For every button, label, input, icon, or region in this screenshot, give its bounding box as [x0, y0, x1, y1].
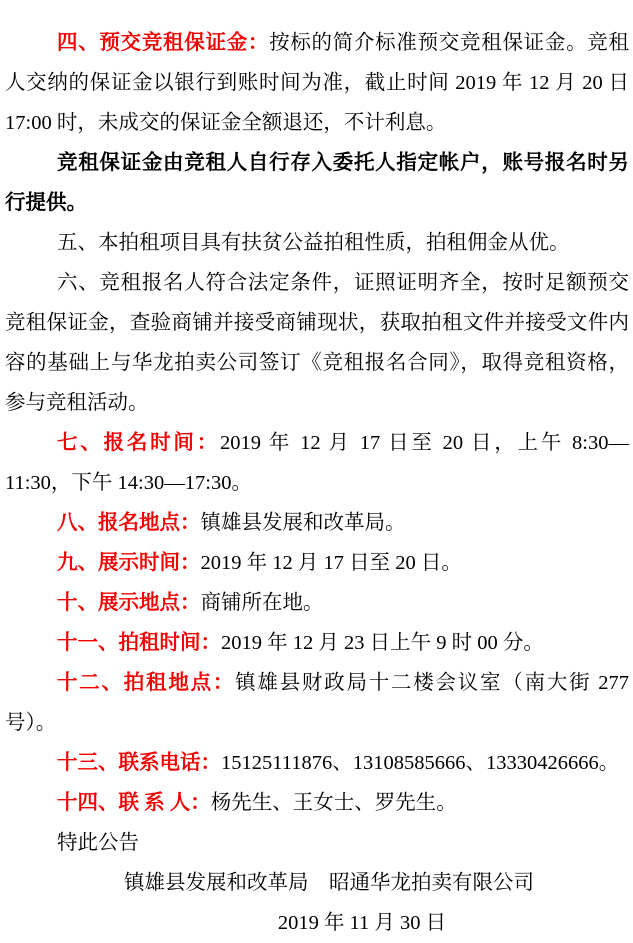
section-display-time-text: 2019 年 12 月 17 日至 20 日。	[200, 552, 462, 574]
section-deposit-label: 四、预交竞租保证金：	[57, 32, 270, 54]
section-deposit	[5, 23, 629, 143]
section-signup-time-label: 七、报名时间：	[57, 432, 220, 454]
section-display-place-label: 十、展示地点：	[57, 592, 201, 614]
section-qualification-text: 六、竞租报名人符合法定条件，证照证明齐全，按时足额预交竞租保证金，查验商铺并接受商铺现状，获取拍租文件并接受文件内容的基础上与华龙拍卖公司签订《竞租报名合同》，取得竞租资格，参与竞租活动。	[5, 272, 629, 414]
section-display-time-label: 九、展示时间：	[57, 552, 201, 574]
section-display-place	[5, 583, 629, 623]
closing-text: 特此公告	[57, 832, 139, 854]
date-line	[5, 903, 629, 943]
section-contact-phones-label: 十三、联系电话：	[57, 752, 221, 774]
section-signup-place-text: 镇雄县发展和改革局。	[200, 512, 406, 534]
section-deposit-text: 按标的简介标准预交竞租保证金。竞租人交纳的保证金以银行到账时间为准，截止时间 2019 年 12 月 20 日 17:00 时，未成交的保证金全额退还，不计利息。	[5, 32, 630, 134]
signature-text: 镇雄县发展和改革局 昭通华龙拍卖有限公司	[124, 872, 534, 894]
section-contact-persons-label: 十四、联 系 人：	[57, 792, 211, 814]
section-display-place-text: 商铺所在地。	[200, 592, 324, 614]
signature-line	[5, 863, 629, 903]
section-auction-place-label: 十二、拍租地点：	[57, 672, 236, 694]
section-auction-place-text: 镇雄县财政局十二楼会议室（南大街 277 号）。	[5, 672, 630, 734]
section-auction-time-text: 2019 年 12 月 23 日上午 9 时 00 分。	[221, 632, 544, 654]
section-contact-phones	[5, 743, 629, 783]
closing-line	[5, 823, 629, 863]
date-text: 2019 年 11 月 30 日	[277, 912, 447, 934]
section-contact-phones-text: 15125111876、13108585666、13330426666。	[221, 752, 620, 774]
section-contact-persons-text: 杨先生、王女士、罗先生。	[210, 792, 457, 814]
section-charity	[5, 223, 629, 263]
section-signup-place-label: 八、报名地点：	[57, 512, 201, 534]
section-deposit-account-text: 竞租保证金由竞租人自行存入委托人指定帐户，账号报名时另行提供。	[5, 152, 629, 214]
section-signup-time-text: 2019 年 12 月 17 日至 20 日，上午 8:30—11:30，下午 14:30—17:30。	[5, 432, 629, 494]
section-deposit-account	[5, 143, 629, 223]
section-display-time	[5, 543, 629, 583]
section-qualification	[5, 263, 629, 423]
section-auction-time	[5, 623, 629, 663]
section-signup-place	[5, 503, 629, 543]
section-charity-text: 五、本拍租项目具有扶贫公益拍租性质，拍租佣金从优。	[57, 232, 570, 254]
section-signup-time	[5, 423, 629, 503]
section-auction-place	[5, 663, 629, 743]
section-auction-time-label: 十一、拍租时间：	[57, 632, 221, 654]
section-contact-persons	[5, 783, 629, 823]
